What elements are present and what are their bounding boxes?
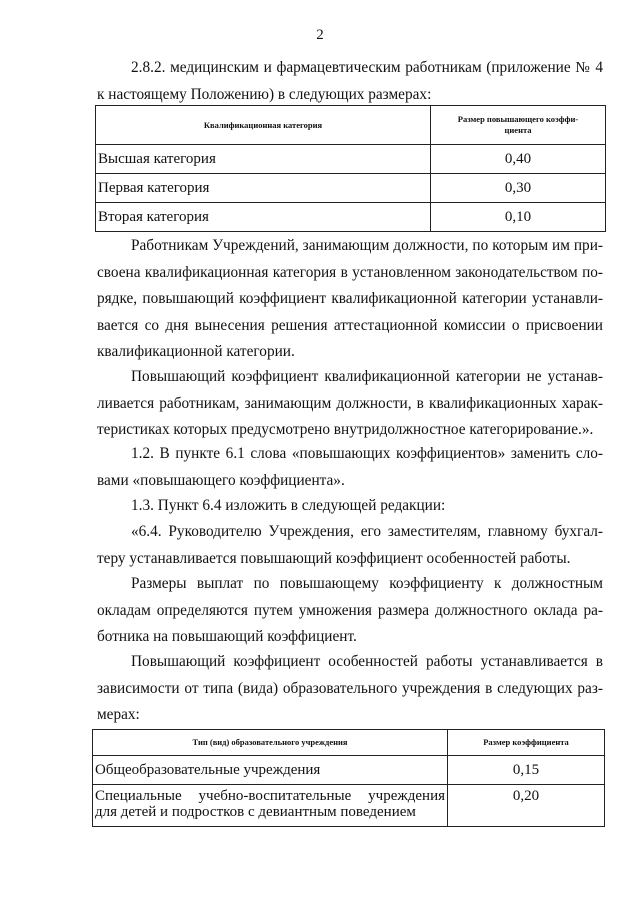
text-line: 1.2. В пункте 6.1 слова «повышающих коэффициентов» заменить сло-: [131, 445, 603, 462]
intro-paragraph: [97, 55, 603, 108]
text-line: «6.4. Руководителю Учреждения, его заместителям, главному бухгал-: [131, 523, 603, 540]
paragraph: [97, 493, 603, 520]
paragraph: [97, 364, 603, 444]
table-row: [93, 756, 605, 785]
cell-line: Специальные учебно-воспитательные учреждения: [95, 788, 445, 804]
text-line: мерах:: [97, 706, 140, 723]
text-line: рядке, повышающий коэффициент квалификационной категории устанавли-: [97, 290, 603, 307]
column-header-institution-type: Тип (вид) образовательного учреждения: [93, 730, 448, 756]
text-line: зависимости от типа (вида) образовательного учреждения в следующих раз-: [97, 679, 603, 697]
cell-line: для детей и подростков с девиантным поведением: [95, 804, 416, 820]
text-line: 2.8.2. медицинским и фармацевтическим работникам (приложение № 4: [131, 59, 603, 76]
paragraph: [97, 519, 603, 572]
text-line: окладам определяются путем умножения размера должностного оклада ра-: [97, 601, 603, 619]
column-header-coefficient: [431, 106, 606, 145]
text-line: к настоящему Положению) в следующих размерах:: [97, 85, 432, 103]
column-header-category: Квалификационная категория: [96, 106, 431, 145]
table-header-row: [96, 106, 606, 145]
table-row: [96, 174, 606, 203]
table-row: [93, 785, 605, 827]
text-line: квалификационной категории.: [97, 343, 295, 360]
header-line: Размер повышающего коэффи-: [457, 114, 579, 124]
coefficient-cell: 0,10: [431, 203, 606, 232]
text-line: Работникам Учреждений, занимающим должности, по которым им при-: [131, 237, 603, 254]
coefficient-cell: 0,30: [431, 174, 606, 203]
text-line: теристиках которых предусмотрено внутридолжностное категорирование.».: [97, 421, 594, 438]
qualification-category-table: [95, 105, 606, 232]
text-line: своена квалификационная категория в установленном законодательством по-: [97, 263, 603, 281]
paragraph: [97, 649, 603, 729]
paragraph: [97, 441, 603, 494]
text-line: вами «повышающего коэффициента».: [97, 471, 345, 489]
text-line: теру устанавливается повышающий коэффициент особенностей работы.: [97, 549, 571, 567]
column-header-coefficient: Размер коэффициента: [448, 730, 605, 756]
institution-type-table: [92, 729, 605, 827]
table-header-row: [93, 730, 605, 756]
text-line: ботника на повышающий коэффициент.: [97, 628, 357, 645]
text-line: 1.3. Пункт 6.4 изложить в следующей редакции:: [131, 497, 446, 514]
text-line: Повышающий коэффициент квалификационной категории не устанав-: [131, 368, 603, 385]
header-line: циента: [504, 125, 532, 135]
coefficient-cell: 0,15: [448, 756, 605, 785]
paragraph: [97, 571, 603, 651]
coefficient-cell: 0,20: [448, 785, 605, 827]
category-cell: Вторая категория: [96, 203, 431, 232]
text-line: Размеры выплат по повышающему коэффициенту к должностным: [131, 575, 603, 592]
paragraph: [97, 233, 603, 366]
coefficient-cell: 0,40: [431, 145, 606, 174]
table-row: [96, 145, 606, 174]
institution-type-cell: [93, 785, 448, 827]
table-row: [96, 203, 606, 232]
category-cell: Высшая категория: [96, 145, 431, 174]
category-cell: Первая категория: [96, 174, 431, 203]
text-line: Повышающий коэффициент особенностей работы устанавливается в: [131, 653, 603, 670]
text-line: вается со дня вынесения решения аттестационной комиссии о присвоении: [97, 316, 603, 334]
institution-type-cell: Общеобразовательные учреждения: [93, 756, 448, 785]
page-number: 2: [316, 27, 324, 43]
text-line: ливается работникам, занимающим должности, в квалификационных харак-: [97, 394, 603, 412]
